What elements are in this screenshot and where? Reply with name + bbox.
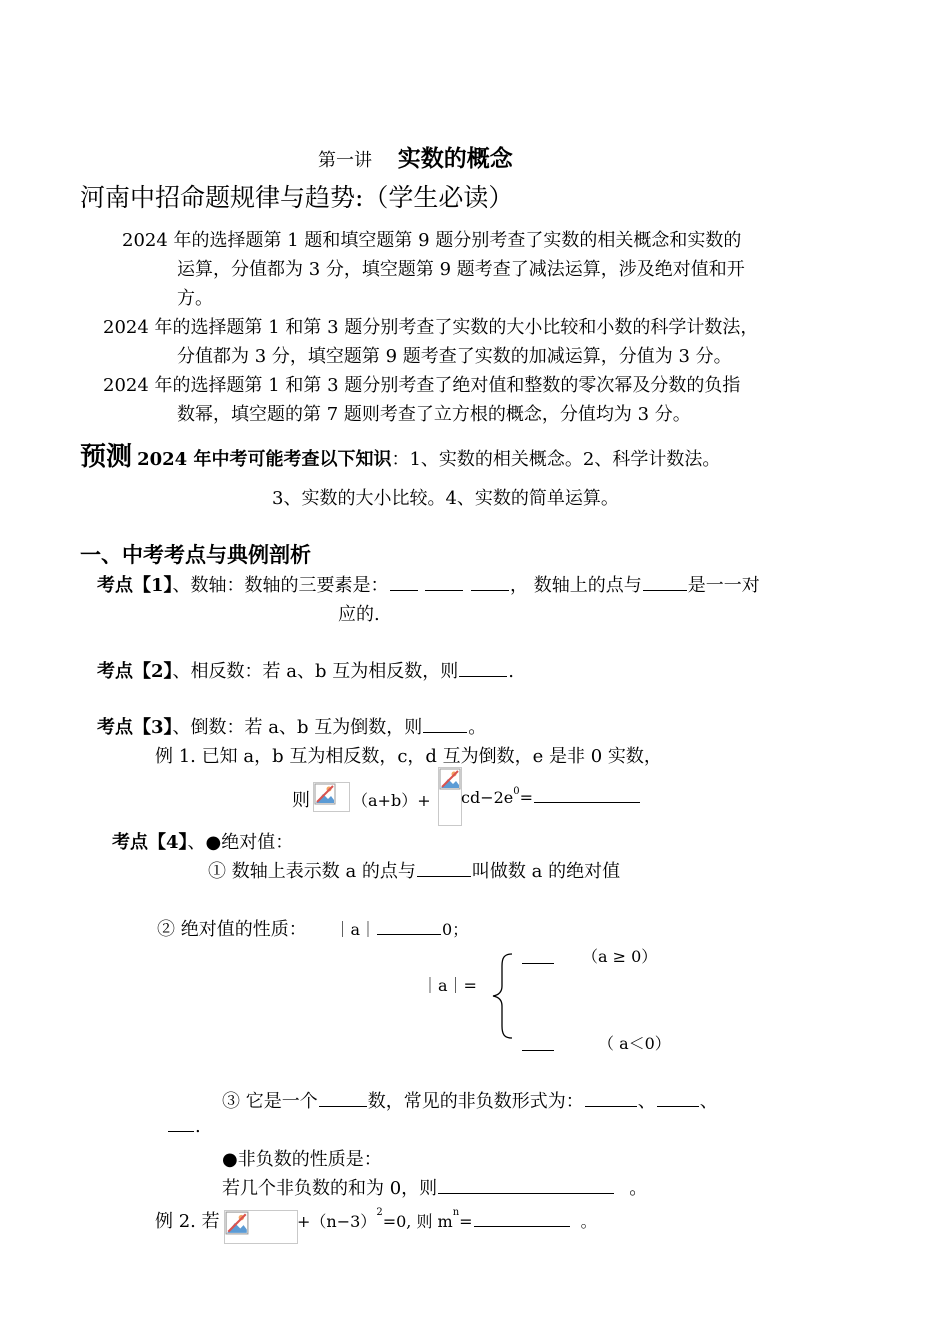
abs-equation-lhs: ｜a｜=	[422, 976, 477, 995]
nonneg-property-b: 。	[629, 1178, 648, 1199]
trend-heading: 河南中招命题规律与趋势:（学生必读）	[80, 183, 514, 212]
kp4-text: 、●绝对值：	[187, 832, 294, 853]
kp2-line	[97, 657, 514, 683]
prediction-line-2: 3、实数的大小比较。4、实数的简单运算。	[272, 488, 619, 509]
kp4-item-2-abs: ｜a｜	[334, 920, 377, 939]
example-1-expr: cd−2e	[461, 788, 514, 807]
prediction-rest: ：1、实数的相关概念。2、科学计数法。	[391, 449, 721, 470]
example-1-eq: =	[519, 788, 534, 807]
example-2-sup: 2	[376, 1207, 383, 1218]
example-2-e: 。	[580, 1212, 597, 1231]
kp1-line-2: 应的.	[338, 604, 380, 625]
section-1-title: 一、中考考点与典例剖析	[80, 542, 311, 567]
kp2-blank[interactable]	[459, 675, 507, 677]
kp4-item-3-b: 数，常见的非负数形式为：	[367, 1091, 584, 1112]
kp1-text-c: 是一一对	[687, 575, 760, 596]
lecture-title	[318, 140, 513, 173]
example-1-part-2	[461, 788, 641, 807]
kp2-text-a: 、相反数：若 a、b 互为相反数，则	[172, 661, 459, 682]
kp4-label: 考点【4】	[112, 832, 188, 853]
prediction-bold: 2024 年中考可能考查以下知识	[137, 449, 392, 470]
kp4-item-1-blank[interactable]	[417, 875, 471, 877]
example-1-sup: 0	[513, 786, 520, 797]
case-1-condition: （a ≥ 0）	[582, 947, 658, 966]
example-1-line-1: 例 1. 已知 a，b 互为相反数，c，d 互为倒数，e 是非 0 实数，	[155, 746, 662, 767]
example-1-answer-blank[interactable]	[534, 801, 640, 803]
kp1-blank-3[interactable]	[471, 589, 509, 591]
kp4-line	[112, 828, 293, 854]
kp1-blank-2[interactable]	[425, 589, 463, 591]
example-2-answer-blank[interactable]	[474, 1225, 570, 1227]
kp4-item-2-blank[interactable]	[377, 933, 441, 935]
prediction-label: 预测	[80, 442, 133, 472]
nonneg-blank[interactable]	[438, 1192, 614, 1194]
example-2-a: 例 2. 若	[155, 1211, 220, 1232]
trend-2-line-2: 分值都为 3 分，填空题第 9 题考查了实数的加减运算，分值为 3 分。	[177, 346, 732, 367]
kp4-item-3-blank-3[interactable]	[657, 1105, 699, 1107]
kp1-line	[97, 571, 760, 597]
kp4-item-1-a: ① 数轴上表示数 a 的点与	[208, 861, 416, 882]
kp3-text-b: 。	[468, 717, 487, 738]
kp4-item-3-blank-1[interactable]	[319, 1105, 367, 1107]
example-1-part-1: （a+b）+	[352, 791, 431, 810]
kp4-item-3-blank-4[interactable]	[168, 1130, 194, 1132]
kp4-item-3-end: .	[195, 1116, 201, 1137]
example-1-ze: 则	[292, 790, 310, 811]
trend-2-line-1: 2024 年的选择题第 1 和第 3 题分别考查了实数的大小比较和小数的科学计数法，	[103, 317, 759, 338]
broken-image-icon	[224, 1210, 298, 1244]
kp3-line	[97, 713, 486, 739]
kp3-label: 考点【3】	[97, 717, 173, 738]
kp4-item-1-b: 叫做数 a 的绝对值	[471, 861, 621, 882]
trend-3-line-2: 数幂，填空题的第 7 题则考查了立方根的概念，分值均为 3 分。	[177, 404, 691, 425]
case-2-blank[interactable]	[522, 1049, 554, 1051]
kp4-item-1	[208, 857, 620, 883]
left-brace	[490, 952, 516, 1040]
kp4-item-3	[222, 1087, 718, 1113]
trend-1-line-1: 2024 年的选择题第 1 题和填空题第 9 题分别考查了实数的相关概念和实数的	[122, 230, 742, 251]
kp1-text-b: ， 数轴上的点与	[510, 575, 642, 596]
trend-3-line-1: 2024 年的选择题第 1 和第 3 题分别考查了绝对值和整数的零次幂及分数的负指	[103, 375, 741, 396]
kp4-item-3-blank-2[interactable]	[585, 1105, 637, 1107]
kp2-label: 考点【2】	[97, 661, 173, 682]
case-2-condition: （ a＜0）	[598, 1034, 671, 1053]
nonneg-title: ●非负数的性质是：	[222, 1149, 382, 1170]
kp2-text-b: .	[508, 661, 514, 682]
kp4-item-2-a: ② 绝对值的性质：	[157, 919, 307, 940]
example-2-d: =	[459, 1212, 473, 1231]
nonneg-property	[222, 1174, 647, 1200]
kp1-text-a: 、数轴：数轴的三要素是：	[172, 575, 389, 596]
example-2-expr	[297, 1209, 597, 1232]
lecture-number: 第一讲	[318, 150, 372, 171]
example-2-c: =0, 则 m	[382, 1212, 453, 1231]
kp4-item-2-b: 0；	[442, 920, 469, 939]
example-2-b: +（n−3）	[297, 1212, 377, 1231]
kp4-item-3-d: 、	[699, 1091, 718, 1112]
kp3-blank[interactable]	[423, 731, 467, 733]
kp4-item-3-a: ③ 它是一个	[222, 1091, 318, 1112]
trend-1-line-3: 方。	[177, 288, 213, 309]
kp1-label: 考点【1】	[97, 575, 173, 596]
kp3-text-a: 、倒数：若 a、b 互为倒数，则	[172, 717, 423, 738]
lecture-topic: 实数的概念	[397, 145, 513, 172]
kp1-blank-4[interactable]	[643, 589, 687, 591]
nonneg-property-a: 若几个非负数的和为 0，则	[222, 1178, 438, 1199]
broken-image-icon	[438, 767, 462, 826]
broken-image-icon	[313, 782, 350, 812]
trend-1-line-2: 运算，分值都为 3 分，填空题第 9 题考查了减法运算，涉及绝对值和开	[177, 259, 745, 280]
prediction-line	[80, 436, 720, 473]
kp4-item-3-c: 、	[637, 1091, 656, 1112]
kp4-item-2	[157, 915, 468, 941]
case-1-blank[interactable]	[522, 962, 554, 964]
example-2-sup-2: n	[452, 1207, 460, 1218]
kp4-item-3-line-2	[167, 1116, 201, 1137]
kp1-blank-1[interactable]	[390, 589, 418, 591]
